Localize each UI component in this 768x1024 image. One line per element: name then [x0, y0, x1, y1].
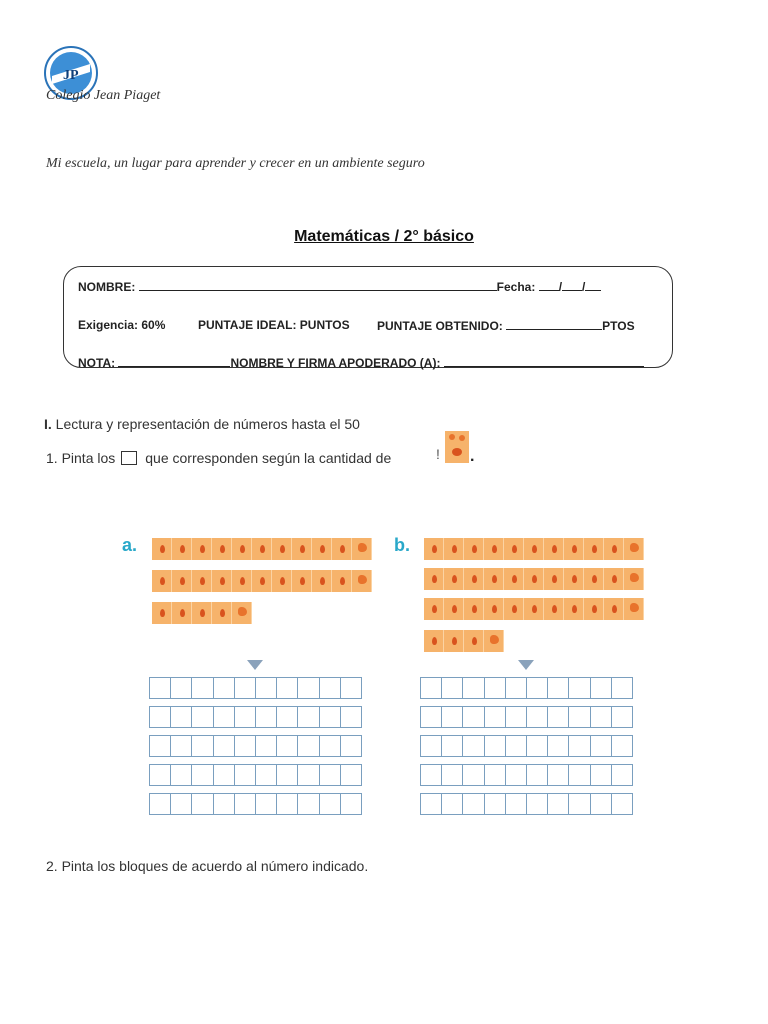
unit-cell [544, 598, 564, 620]
unit-cell [192, 570, 212, 592]
puntaje-obtenido-row [377, 318, 635, 333]
grid-cell[interactable] [171, 678, 192, 698]
unit-cell [424, 630, 444, 652]
question-1-prefix: 1. Pinta los [46, 450, 116, 466]
grid-cell[interactable] [235, 678, 256, 698]
unit-cell [272, 570, 292, 592]
grid-cell[interactable] [214, 678, 235, 698]
unit-cell [192, 538, 212, 560]
nombre-label: NOMBRE: [78, 280, 136, 294]
grid-cell[interactable] [548, 765, 569, 785]
grid-cell[interactable] [421, 707, 442, 727]
grid-cell[interactable] [569, 707, 590, 727]
grid-cell[interactable] [277, 678, 298, 698]
grid-cell[interactable] [527, 678, 548, 698]
grid-cell[interactable] [320, 707, 341, 727]
unit-cell [152, 570, 172, 592]
puntaje-obtenido-label: PUNTAJE OBTENIDO: [377, 319, 503, 333]
grid-row [149, 793, 362, 815]
unit-cell [292, 538, 312, 560]
grid-cell[interactable] [277, 765, 298, 785]
fecha-day-blank[interactable] [539, 279, 559, 291]
fecha-year-blank[interactable] [585, 279, 601, 291]
unit-cell [464, 598, 484, 620]
unit-cell [424, 598, 444, 620]
ten-block [424, 598, 644, 620]
grid-cell[interactable] [612, 678, 632, 698]
unit-cell [464, 538, 484, 560]
page-title: Matemáticas / 2° básico [294, 228, 474, 245]
grid-cell[interactable] [256, 794, 277, 814]
grid-cell[interactable] [442, 794, 463, 814]
question-2: 2. Pinta los bloques de acuerdo al número indicado. [46, 858, 369, 874]
section-numeral: I. [44, 416, 52, 432]
stray-mark: ! [436, 446, 440, 462]
exercise-a-label: a. [122, 535, 138, 555]
nota-label: NOTA: [78, 356, 116, 370]
unit-cell [544, 568, 564, 590]
unit-cell [564, 598, 584, 620]
fecha-label: Fecha: [496, 280, 536, 294]
unit-cell [624, 538, 644, 560]
grid-cell[interactable] [506, 765, 527, 785]
unit-cell [444, 538, 464, 560]
grid-cell[interactable] [527, 736, 548, 756]
unit-cell [292, 570, 312, 592]
grid-cell[interactable] [341, 736, 361, 756]
grid-cell[interactable] [214, 707, 235, 727]
grid-cell[interactable] [485, 707, 506, 727]
grid-cell[interactable] [442, 707, 463, 727]
unit-cell [464, 568, 484, 590]
grid-cell[interactable] [150, 678, 171, 698]
unit-cell [524, 598, 544, 620]
unit-cell [232, 602, 252, 624]
unit-cell [484, 538, 504, 560]
grid-cell[interactable] [256, 765, 277, 785]
unit-cell [172, 570, 192, 592]
grid-cell[interactable] [506, 707, 527, 727]
puntaje-obtenido-blank[interactable] [506, 318, 602, 330]
grid-cell[interactable] [463, 765, 484, 785]
fecha-separator: / [582, 280, 586, 294]
unit-cell [172, 538, 192, 560]
grid-cell[interactable] [214, 736, 235, 756]
school-name: Colegio Jean Piaget [46, 88, 161, 103]
unit-cell [484, 568, 504, 590]
grid-cell[interactable] [277, 707, 298, 727]
grid-cell[interactable] [485, 765, 506, 785]
school-motto: Mi escuela, un lugar para aprender y crecer en un ambiente seguro [46, 156, 425, 171]
paint-grid-b [420, 677, 633, 822]
grid-cell[interactable] [569, 678, 590, 698]
grid-cell[interactable] [277, 794, 298, 814]
unit-cell [444, 630, 464, 652]
unit-cell [504, 568, 524, 590]
grid-cell[interactable] [569, 736, 590, 756]
unit-cell [444, 598, 464, 620]
unit-cell [312, 538, 332, 560]
grid-cell[interactable] [320, 736, 341, 756]
unit-cell [484, 630, 504, 652]
grid-cell[interactable] [591, 794, 612, 814]
grid-cell[interactable] [421, 736, 442, 756]
nota-row [78, 355, 644, 370]
exercise-b-label: b. [394, 535, 410, 555]
unit-cell [544, 538, 564, 560]
grid-row [149, 677, 362, 699]
grid-cell[interactable] [463, 707, 484, 727]
unit-cell [352, 538, 372, 560]
grid-cell[interactable] [527, 794, 548, 814]
unit-cell [604, 598, 624, 620]
unit-cell [584, 568, 604, 590]
grid-cell[interactable] [612, 765, 632, 785]
exigencia: Exigencia: 60% [78, 318, 166, 332]
grid-cell[interactable] [320, 678, 341, 698]
grid-cell[interactable] [569, 794, 590, 814]
unit-cell [252, 570, 272, 592]
grid-cell[interactable] [485, 736, 506, 756]
grid-cell[interactable] [192, 707, 213, 727]
grid-cell[interactable] [192, 736, 213, 756]
unit-cell [444, 568, 464, 590]
grid-cell[interactable] [341, 707, 361, 727]
unit-cell [604, 538, 624, 560]
grid-cell[interactable] [421, 678, 442, 698]
question-1 [46, 450, 391, 466]
ten-block [424, 538, 644, 560]
grid-cell[interactable] [591, 707, 612, 727]
grid-cell[interactable] [214, 765, 235, 785]
grid-cell[interactable] [442, 678, 463, 698]
unit-cell [272, 538, 292, 560]
grid-cell[interactable] [341, 765, 361, 785]
unit-cell [312, 570, 332, 592]
unit-cell [172, 602, 192, 624]
fecha-month-blank[interactable] [562, 279, 582, 291]
nota-blank[interactable] [118, 355, 230, 367]
unit-cell [192, 602, 212, 624]
grid-cell[interactable] [235, 765, 256, 785]
grid-cell[interactable] [527, 707, 548, 727]
grid-row [420, 677, 633, 699]
unit-cell [524, 568, 544, 590]
unit-cell [212, 602, 232, 624]
grid-row [149, 764, 362, 786]
grid-cell[interactable] [463, 678, 484, 698]
grid-cell[interactable] [171, 794, 192, 814]
grid-cell[interactable] [463, 794, 484, 814]
grid-cell[interactable] [591, 736, 612, 756]
grid-cell[interactable] [569, 765, 590, 785]
grid-cell[interactable] [548, 678, 569, 698]
grid-cell[interactable] [485, 794, 506, 814]
grid-cell[interactable] [463, 736, 484, 756]
unit-block-icon [444, 430, 470, 464]
unit-cell [504, 598, 524, 620]
grid-cell[interactable] [192, 765, 213, 785]
grid-cell[interactable] [192, 794, 213, 814]
grid-row [420, 735, 633, 757]
unit-blocks [424, 630, 504, 652]
grid-row [420, 764, 633, 786]
question-1-end: . [470, 448, 475, 465]
grid-cell[interactable] [442, 736, 463, 756]
grid-cell[interactable] [548, 707, 569, 727]
grid-cell[interactable] [150, 794, 171, 814]
ptos-label: PTOS [602, 319, 635, 333]
grid-cell[interactable] [421, 794, 442, 814]
unit-cell [564, 538, 584, 560]
grid-cell[interactable] [298, 678, 319, 698]
grid-cell[interactable] [421, 765, 442, 785]
down-arrow-icon [247, 660, 263, 670]
grid-cell[interactable] [235, 736, 256, 756]
ten-block [424, 568, 644, 590]
grid-row [149, 706, 362, 728]
grid-cell[interactable] [298, 736, 319, 756]
puntaje-ideal: PUNTAJE IDEAL: PUNTOS [198, 318, 350, 332]
grid-cell[interactable] [256, 736, 277, 756]
grid-cell[interactable] [150, 707, 171, 727]
svg-text:JP: JP [63, 68, 79, 83]
nombre-blank[interactable] [139, 279, 497, 291]
grid-cell[interactable] [298, 707, 319, 727]
unit-cell [504, 538, 524, 560]
unit-cell [584, 598, 604, 620]
unit-cell [252, 538, 272, 560]
grid-cell[interactable] [171, 765, 192, 785]
unit-cell [152, 538, 172, 560]
ten-block [152, 538, 372, 560]
grid-cell[interactable] [298, 765, 319, 785]
grid-cell[interactable] [612, 736, 632, 756]
grid-cell[interactable] [612, 794, 632, 814]
unit-cell [464, 630, 484, 652]
unit-cell [424, 568, 444, 590]
grid-cell[interactable] [298, 794, 319, 814]
grid-cell[interactable] [277, 736, 298, 756]
grid-cell[interactable] [548, 736, 569, 756]
grid-cell[interactable] [214, 794, 235, 814]
unit-cell [584, 538, 604, 560]
grid-cell[interactable] [150, 765, 171, 785]
unit-cell [352, 570, 372, 592]
unit-cell [624, 598, 644, 620]
section-title: Lectura y representación de números hasta el 50 [55, 416, 360, 432]
grid-row [149, 735, 362, 757]
question-1-suffix: que corresponden según la cantidad de [145, 450, 392, 466]
grid-cell[interactable] [612, 707, 632, 727]
fecha-separator: / [558, 280, 563, 294]
section-heading [44, 416, 360, 432]
grid-cell[interactable] [506, 678, 527, 698]
down-arrow-icon [518, 660, 534, 670]
unit-cell [524, 538, 544, 560]
grid-cell[interactable] [506, 736, 527, 756]
grid-cell[interactable] [171, 736, 192, 756]
grid-cell[interactable] [256, 707, 277, 727]
grid-cell[interactable] [341, 794, 361, 814]
firma-label: NOMBRE Y FIRMA APODERADO (A): [230, 356, 441, 370]
grid-cell[interactable] [150, 736, 171, 756]
grid-cell[interactable] [256, 678, 277, 698]
grid-row [420, 706, 633, 728]
ten-block [152, 570, 372, 592]
grid-cell[interactable] [506, 794, 527, 814]
grid-cell[interactable] [320, 794, 341, 814]
grid-cell[interactable] [527, 765, 548, 785]
unit-cell [424, 538, 444, 560]
grid-cell[interactable] [235, 794, 256, 814]
paint-grid-a [149, 677, 362, 822]
unit-cell [624, 568, 644, 590]
grid-cell[interactable] [192, 678, 213, 698]
grid-cell[interactable] [591, 765, 612, 785]
grid-cell[interactable] [442, 765, 463, 785]
unit-cell [232, 538, 252, 560]
grid-cell[interactable] [548, 794, 569, 814]
unit-blocks [152, 602, 252, 624]
unit-cell [152, 602, 172, 624]
grid-cell[interactable] [485, 678, 506, 698]
unit-cell [212, 538, 232, 560]
unit-cell [604, 568, 624, 590]
unit-cell [484, 598, 504, 620]
grid-cell[interactable] [341, 678, 361, 698]
square-icon [121, 451, 137, 465]
grid-cell[interactable] [591, 678, 612, 698]
firma-blank[interactable] [444, 355, 644, 367]
grid-cell[interactable] [320, 765, 341, 785]
unit-cell [232, 570, 252, 592]
unit-cell [332, 570, 352, 592]
nombre-row [78, 279, 601, 294]
grid-row [420, 793, 633, 815]
unit-cell [564, 568, 584, 590]
grid-cell[interactable] [171, 707, 192, 727]
grid-cell[interactable] [235, 707, 256, 727]
unit-cell [212, 570, 232, 592]
unit-cell [332, 538, 352, 560]
